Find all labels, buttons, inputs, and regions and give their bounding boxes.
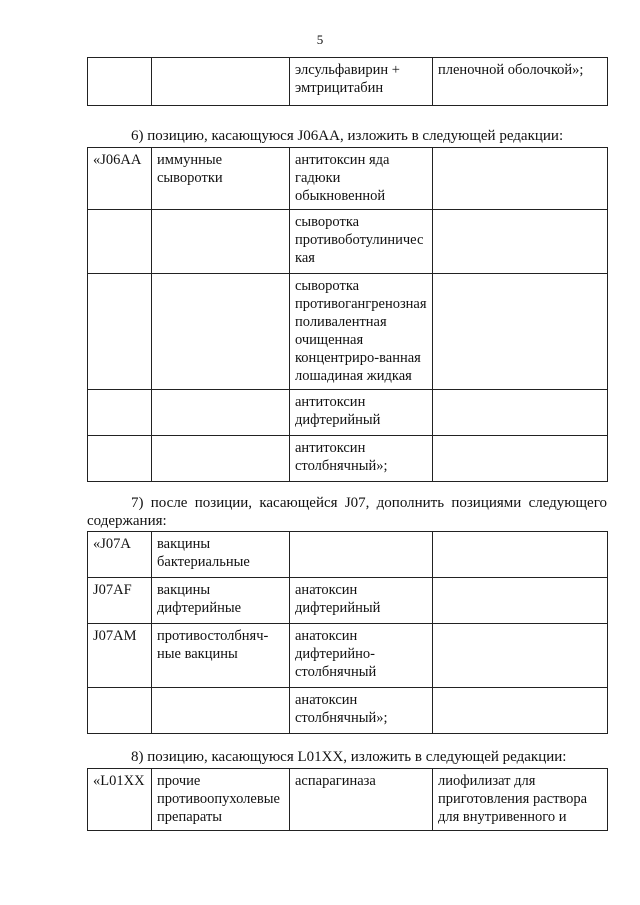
cell-form — [433, 274, 608, 390]
cell-group: вакцины бактериальные — [152, 532, 290, 578]
cell-group — [152, 210, 290, 274]
cell-name — [290, 532, 433, 578]
table-j07 — [87, 531, 608, 734]
cell-group: противостолбняч- ные вакцины — [152, 624, 290, 688]
table-row — [88, 148, 608, 210]
cell-name: анатоксин дифтерийно- столбнячный — [290, 624, 433, 688]
cell-form: лиофилизат для приготовления раствора для внутривенного и — [433, 769, 608, 831]
table-body — [88, 58, 608, 106]
cell-group — [152, 436, 290, 482]
table-row — [88, 436, 608, 482]
page-number: 5 — [316, 32, 324, 47]
cell-form — [433, 532, 608, 578]
cell-code: «J07A — [88, 532, 152, 578]
cell-code: «J06AA — [88, 148, 152, 210]
cell-group — [152, 390, 290, 436]
cell-group — [152, 58, 290, 106]
cell-code: J07AF — [88, 578, 152, 624]
cell-name: элсульфавирин + эмтрицитабин — [290, 58, 433, 106]
cell-code — [88, 58, 152, 106]
cell-code — [88, 390, 152, 436]
paragraph-item-7-line1: 7) после позиции, касающейся J07, дополнить позициями следующего — [131, 495, 607, 511]
cell-name: анатоксин дифтерийный — [290, 578, 433, 624]
cell-code — [88, 436, 152, 482]
cell-group — [152, 688, 290, 734]
table-body — [88, 769, 608, 831]
cell-name: аспарагиназа — [290, 769, 433, 831]
cell-code — [88, 210, 152, 274]
cell-form: пленочной оболочкой»; — [433, 58, 608, 106]
paragraph-item-6: 6) позицию, касающуюся J06AA, изложить в следующей редакции: — [131, 128, 564, 144]
cell-form — [433, 210, 608, 274]
table-row — [88, 532, 608, 578]
cell-form — [433, 688, 608, 734]
cell-code — [88, 274, 152, 390]
table-row — [88, 390, 608, 436]
cell-name: сыворотка противоботулиничес кая — [290, 210, 433, 274]
table-body — [88, 532, 608, 734]
cell-name: антитоксин яда гадюки обыкновенной — [290, 148, 433, 210]
cell-name: антитоксин дифтерийный — [290, 390, 433, 436]
table-row — [88, 58, 608, 106]
cell-code: «L01XX — [88, 769, 152, 831]
table-l01xx — [87, 768, 608, 831]
table-continuation — [87, 57, 608, 106]
table-row — [88, 274, 608, 390]
cell-form — [433, 578, 608, 624]
cell-form — [433, 390, 608, 436]
table-j06aa — [87, 147, 608, 482]
table-row — [88, 210, 608, 274]
cell-group — [152, 274, 290, 390]
cell-form — [433, 624, 608, 688]
paragraph-item-7-line2: содержания: — [87, 513, 167, 529]
table-row — [88, 769, 608, 831]
cell-code: J07AM — [88, 624, 152, 688]
cell-name: анатоксин столбнячный»; — [290, 688, 433, 734]
table-row — [88, 624, 608, 688]
cell-group: прочие противоопухолевые препараты — [152, 769, 290, 831]
table-body — [88, 148, 608, 482]
table-row — [88, 688, 608, 734]
cell-name: антитоксин столбнячный»; — [290, 436, 433, 482]
cell-form — [433, 436, 608, 482]
cell-name: сыворотка противогангренозная поливалентная очищенная концентриро-ванная лошадиная жидкая — [290, 274, 433, 390]
cell-group: иммунные сыворотки — [152, 148, 290, 210]
cell-code — [88, 688, 152, 734]
paragraph-item-8: 8) позицию, касающуюся L01XX, изложить в следующей редакции: — [131, 749, 567, 765]
table-row — [88, 578, 608, 624]
cell-form — [433, 148, 608, 210]
cell-group: вакцины дифтерийные — [152, 578, 290, 624]
